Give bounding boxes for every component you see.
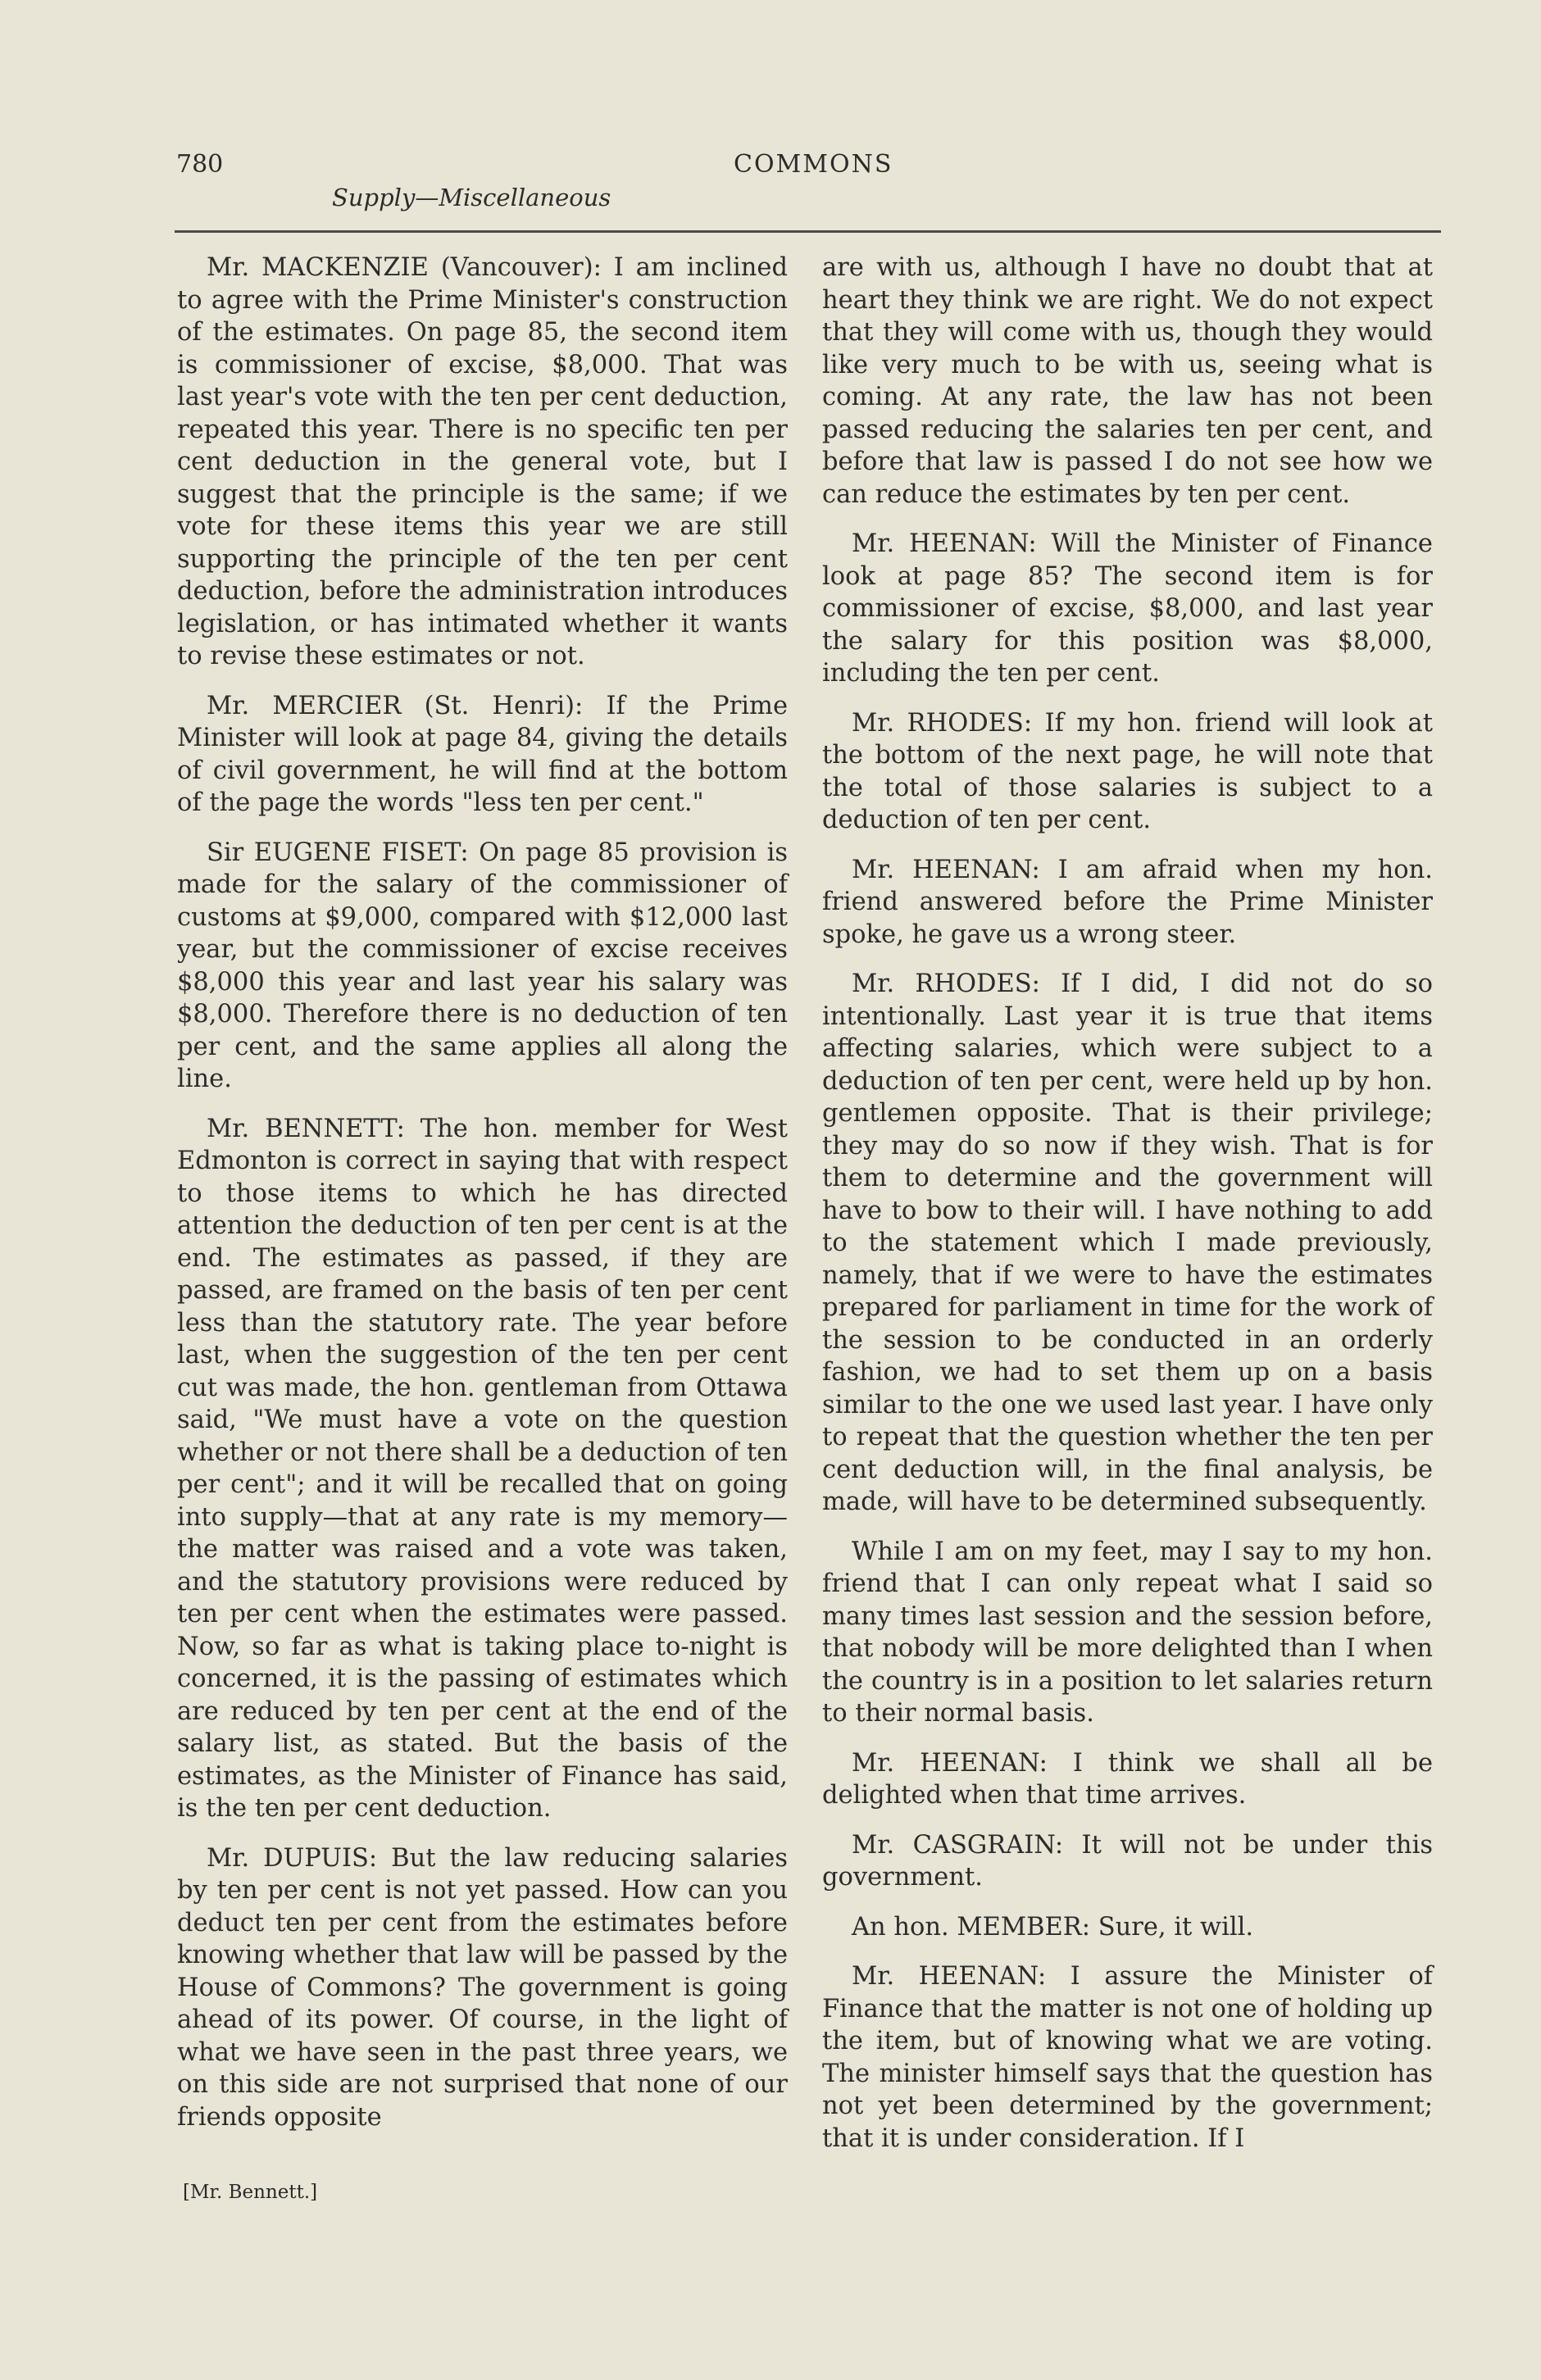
paragraph: An hon. MEMBER: Sure, it will. (852, 1912, 1254, 1942)
page-number: 780 (176, 150, 224, 179)
header-rule (175, 230, 1441, 233)
page-subtitle: Supply—Miscellaneous (332, 184, 611, 211)
paragraph: Mr. HEENAN: I am afraid when my hon. friend answered before the Prime Minister spoke, he gave us a wrong steer. (822, 855, 1433, 949)
paragraph: Mr. HEENAN: I think we shall all be delighted when that time arrives. (822, 1748, 1433, 1810)
paragraph: Mr. CASGRAIN: It will not be under this government. (822, 1830, 1433, 1892)
paragraph: Mr. MACKENZIE (Vancouver): I am inclined to agree with the Prime Minister's construction of the estimates. On page 85, the second item is commissioner of excise, $8,000. That was last year's vote with the ten per cent deduction, repeated this year. There is no specific ten per cent deduction in the general vote, but I suggest that the principle is the same; if we vote for these items this year we are still supporting the principle of the ten per cent deduction, before the administration introduces legislation, or has intimated whether it wants to revise these estimates or not. (177, 253, 788, 670)
right-column (822, 252, 1433, 2172)
paragraph: Mr. BENNETT: The hon. member for West Edmonton is correct in saying that with respect to those items to which he has directed attention the deduction of ten per cent is at the end. The estimates as passed, if they are passed, are framed on the basis of ten per cent less than the statutory rate. The year before last, when the suggestion of the ten per cent cut was made, the hon. gentleman from Ottawa said, "We must have a vote on the question whether or not there shall be a deduction of ten per cent"; and it will be recalled that on going into supply—that at any rate is my memory—the matter was raised and a vote was taken, and the statutory provisions were reduced by ten per cent when the estimates were passed. Now, so far as what is taking place to-night is concerned, it is the passing of estimates which are reduced by ten per cent at the end of the salary list, as stated. But the basis of the estimates, as the Minister of Finance has said, is the ten per cent deduction. (177, 1114, 788, 1823)
paragraph: Mr. DUPUIS: But the law reducing salaries by ten per cent is not yet passed. How can you deduct ten per cent from the estimates before knowing whether that law will be passed by the House of Commons? The government is going ahead of its power. Of course, in the light of what we have seen in the past three years, we on this side are not surprised that none of our friends opposite (177, 1843, 788, 2132)
footer-note: [Mr. Bennett.] (183, 2182, 318, 2203)
page-title: COMMONS (734, 150, 893, 179)
paragraph: Mr. RHODES: If my hon. friend will look at the bottom of the next page, he will note that the total of those salaries is subject to a deduction of ten per cent. (822, 708, 1433, 834)
left-column (177, 252, 788, 2151)
paragraph: While I am on my feet, may I say to my hon. friend that I can only repeat what I said so many times last session and the session before, that nobody will be more delighted than I when the country is in a position to let salaries return to their normal basis. (822, 1537, 1433, 1728)
paragraph: Mr. RHODES: If I did, I did not do so intentionally. Last year it is true that items affecting salaries, which were subject to a deduction of ten per cent, were held up by hon. gentlemen opposite. That is their privilege; they may do so now if they wish. That is for them to determine and the government will have to bow to their will. I have nothing to add to the statement which I made previously, namely, that if we were to have the estimates prepared for parliament in time for the work of the session to be conducted in an orderly fashion, we had to set them up on a basis similar to the one we used last year. I have only to repeat that the question whether the ten per cent deduction will, in the final analysis, be made, will have to be determined subsequently. (822, 970, 1433, 1516)
paragraph: Mr. HEENAN: I assure the Minister of Finance that the matter is not one of holding up the item, but of knowing what we are voting. The minister himself says that the question has not yet been determined by the government; that it is under consideration. If I (822, 1962, 1433, 2153)
paragraph: are with us, although I have no doubt that at heart they think we are right. We do not expect that they will come with us, though they would like very much to be with us, seeing what is coming. At any rate, the law has not been passed reducing the salaries ten per cent, and before that law is passed I do not see how we can reduce the estimates by ten per cent. (822, 253, 1433, 509)
paragraph: Sir EUGENE FISET: On page 85 provision is made for the salary of the commissioner of customs at $9,000, compared with $12,000 last year, but the commissioner of excise receives $8,000 this year and last year his salary was $8,000. Therefore there is no deduction of ten per cent, and the same applies all along the line. (177, 838, 788, 1093)
paragraph: Mr. MERCIER (St. Henri): If the Prime Minister will look at page 84, giving the details of civil government, he will find at the bottom of the page the words "less ten per cent." (177, 691, 788, 817)
paragraph: Mr. HEENAN: Will the Minister of Finance look at page 85? The second item is for commissioner of excise, $8,000, and last year the salary for this position was $8,000, including the ten per cent. (822, 529, 1433, 688)
